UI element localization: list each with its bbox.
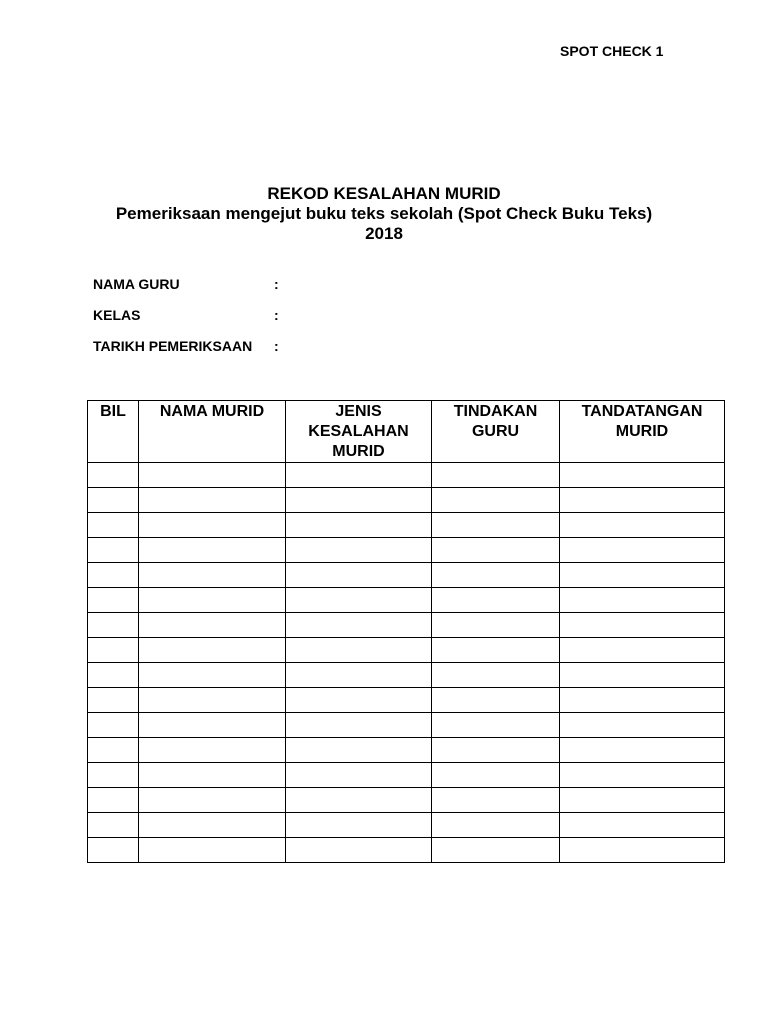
table-cell	[139, 763, 286, 788]
table-cell	[139, 613, 286, 638]
table-cell	[560, 488, 725, 513]
field-kelas	[93, 307, 279, 323]
document-subtitle: Pemeriksaan mengejut buku teks sekolah (Spot Check Buku Teks)	[115, 204, 653, 223]
table-cell	[432, 738, 560, 763]
table-cell	[560, 688, 725, 713]
table-cell	[88, 488, 139, 513]
table-cell	[432, 563, 560, 588]
table-row	[88, 638, 725, 663]
table-cell	[286, 763, 432, 788]
header-text: TANDATANGAN	[581, 403, 703, 420]
table-cell	[88, 813, 139, 838]
table-cell	[139, 813, 286, 838]
header-tandatangan-murid	[560, 401, 725, 463]
table-cell	[88, 513, 139, 538]
table-cell	[286, 638, 432, 663]
table-cell	[432, 713, 560, 738]
table-cell	[139, 663, 286, 688]
table-cell	[432, 663, 560, 688]
table-cell	[432, 463, 560, 488]
table-cell	[432, 538, 560, 563]
table-cell	[88, 688, 139, 713]
field-colon: :	[274, 276, 279, 292]
table-cell	[432, 813, 560, 838]
header-text: BIL	[100, 403, 126, 420]
table-body	[88, 463, 725, 863]
table-cell	[286, 463, 432, 488]
table-row	[88, 488, 725, 513]
table-cell	[560, 713, 725, 738]
table-cell	[560, 738, 725, 763]
field-colon: :	[274, 307, 279, 323]
table-row	[88, 688, 725, 713]
table-cell	[286, 813, 432, 838]
header-bil	[88, 401, 139, 463]
table-row	[88, 813, 725, 838]
document-year: 2018	[365, 224, 403, 243]
table-cell	[560, 563, 725, 588]
header-text: GURU	[471, 423, 520, 440]
table-cell	[286, 488, 432, 513]
table-cell	[560, 663, 725, 688]
table-cell	[560, 613, 725, 638]
table-cell	[88, 538, 139, 563]
table-cell	[88, 738, 139, 763]
header-text: NAMA MURID	[159, 403, 265, 420]
table-cell	[88, 563, 139, 588]
field-tarikh-pemeriksaan	[93, 338, 279, 354]
table-cell	[560, 588, 725, 613]
table-cell	[88, 613, 139, 638]
title-block	[0, 184, 768, 244]
table-cell	[432, 488, 560, 513]
table-cell	[139, 788, 286, 813]
table-cell	[286, 738, 432, 763]
table-cell	[88, 713, 139, 738]
header-text: JENIS	[335, 403, 382, 420]
field-colon: :	[274, 338, 279, 354]
spot-check-tag: SPOT CHECK 1	[560, 43, 664, 59]
table-row	[88, 713, 725, 738]
table-cell	[139, 488, 286, 513]
document-title: REKOD KESALAHAN MURID	[267, 184, 501, 203]
table-cell	[432, 513, 560, 538]
header-text: MURID	[615, 423, 669, 440]
table-cell	[286, 513, 432, 538]
header-text: TINDAKAN	[453, 403, 538, 420]
table-cell	[560, 513, 725, 538]
table-cell	[286, 588, 432, 613]
table-row	[88, 563, 725, 588]
table-row	[88, 838, 725, 863]
table-cell	[286, 788, 432, 813]
field-nama-guru	[93, 276, 279, 292]
table-header-row	[88, 401, 725, 463]
table-cell	[432, 838, 560, 863]
table-cell	[139, 738, 286, 763]
table-row	[88, 588, 725, 613]
table-row	[88, 738, 725, 763]
table-cell	[286, 663, 432, 688]
header-jenis-kesalahan-murid	[286, 401, 432, 463]
record-table	[87, 400, 725, 863]
table-cell	[88, 463, 139, 488]
table-cell	[286, 688, 432, 713]
table-cell	[560, 813, 725, 838]
table-cell	[432, 763, 560, 788]
table-row	[88, 513, 725, 538]
table-cell	[88, 763, 139, 788]
table-cell	[560, 763, 725, 788]
field-label-nama-guru: NAMA GURU	[93, 276, 180, 292]
table-row	[88, 763, 725, 788]
table-cell	[88, 663, 139, 688]
table-cell	[432, 788, 560, 813]
table-cell	[432, 613, 560, 638]
table-row	[88, 663, 725, 688]
header-tindakan-guru	[432, 401, 560, 463]
table-row	[88, 463, 725, 488]
table-row	[88, 788, 725, 813]
table-cell	[286, 613, 432, 638]
table-cell	[560, 788, 725, 813]
table-row	[88, 538, 725, 563]
table-cell	[432, 588, 560, 613]
header-nama-murid	[139, 401, 286, 463]
table-cell	[286, 838, 432, 863]
table-cell	[88, 838, 139, 863]
header-text: KESALAHAN	[308, 423, 409, 440]
table-cell	[560, 463, 725, 488]
table-cell	[139, 538, 286, 563]
table-cell	[286, 713, 432, 738]
table-cell	[139, 838, 286, 863]
table-cell	[286, 563, 432, 588]
table-cell	[139, 463, 286, 488]
table-cell	[286, 538, 432, 563]
table-cell	[139, 688, 286, 713]
table-cell	[139, 588, 286, 613]
table-cell	[432, 638, 560, 663]
header-text: MURID	[332, 443, 385, 460]
field-label-kelas: KELAS	[93, 307, 141, 323]
table-cell	[139, 513, 286, 538]
field-label-tarikh-pemeriksaan: TARIKH PEMERIKSAAN	[93, 338, 253, 354]
table-cell	[560, 538, 725, 563]
table-cell	[560, 838, 725, 863]
table-cell	[432, 688, 560, 713]
table-row	[88, 613, 725, 638]
table-cell	[139, 713, 286, 738]
table-cell	[88, 588, 139, 613]
table-cell	[560, 638, 725, 663]
table-cell	[139, 638, 286, 663]
table-cell	[88, 788, 139, 813]
table-cell	[88, 638, 139, 663]
table-cell	[139, 563, 286, 588]
